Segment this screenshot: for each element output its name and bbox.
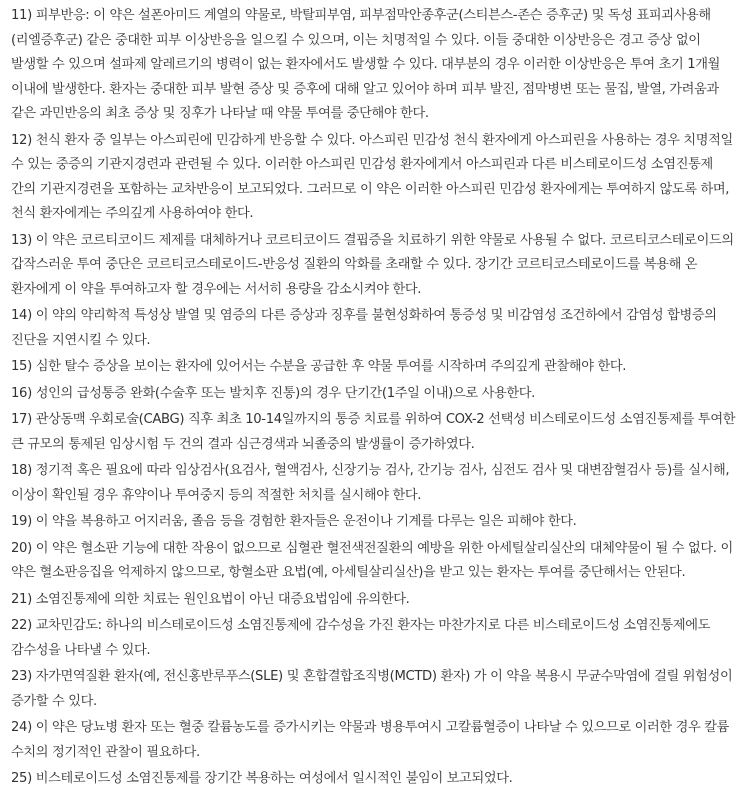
precaution-item-16: 16) 성인의 급성통증 완화(수술후 또는 발치후 진통)의 경우 단기간(1주일 이내)으로 사용한다. <box>11 385 535 401</box>
precaution-item-15: 15) 심한 탈수 증상을 보이는 환자에 있어서는 수분을 공급한 후 약물 투여를 시작하며 주의깊게 관찰해야 한다. <box>11 359 627 374</box>
precaution-item-19: 19) 이 약을 복용하고 어지러움, 졸음 등을 경험한 환자들은 운전이나 기계를 다루는 일은 피해야 한다. <box>11 514 577 529</box>
precaution-item-22: 22) 교차민감도: 하나의 비스테로이드성 소염진통제에 감수성을 가진 환자는 마찬가지로 다른 비스테로이드성 소염진통제에도 감수성을 나타낼 수 있다. <box>11 618 711 658</box>
precaution-item-21: 21) 소염진통제에 의한 치료는 원인요법이 아닌 대증요법임에 유의한다. <box>11 591 410 607</box>
precaution-item-18: 18) 정기적 혹은 필요에 따라 임상검사(요검사, 혈액검사, 신장기능 검사, 간기능 검사, 심전도 검사 및 대변잠혈검사 등)를 실시해, 이상이 확인될 경우 휴약이나 투여중지 등의 적절한 처치를 실시해야 한다. <box>11 463 730 503</box>
precaution-item-17: 17) 관상동맥 우회로술(CABG) 직후 최초 10-14일까지의 통증 치료를 위하여 COX-2 선택성 비스테로이드성 소염진통제를 투여한 큰 규모의 통제된 임상시험 두 건의 결과 심근경색과 뇌졸중의 발생률이 증가하였다. <box>11 412 736 452</box>
precaution-item-24: 24) 이 약은 당뇨병 환자 또는 혈중 칼륨농도를 증가시키는 약물과 병용투여시 고칼륨혈증이 나타날 수 있으므로 이러한 경우 칼륨 수치의 정기적인 관찰이 필요하다. <box>11 720 730 760</box>
precaution-item-13: 13) 이 약은 코르티코이드 제제를 대체하거나 코르티코이드 결핍증을 치료하기 위한 약물로 사용될 수 없다. 코르티코스테로이드의 갑작스러운 투여 중단은 코르티코스테로이드-반응성 질환의 악화를 초래할 수 있다. 장기간 코르티코스테로이드를 복용해 온 환자에게 이 약을 투여하고자 할 경우에는 서서히 용량을 감소시켜야 한다. <box>11 232 734 297</box>
precaution-item-20: 20) 이 약은 혈소판 기능에 대한 작용이 없으므로 심혈관 혈전색전질환의 예방을 위한 아세틸살리실산의 대체약물이 될 수 없다. 이 약은 혈소판응집을 억제하지 않으므로, 항혈소판 요법(예, 아세틸살리실산)을 받고 있는 환자는 투여를 중단해서는 안된다. <box>11 540 733 580</box>
precaution-item-11: 11) 피부반응: 이 약은 설폰아미드 계열의 약물로, 박탈피부염, 피부점막안종후군(스티븐스-존슨 증후군) 및 독성 표피괴사용해(리엘증후군) 같은 중대한 피부 이상반응을 일으킬 수 있으며, 이는 치명적일 수 있다. 이들 중대한 이상반응은 경고 증상 없이 발생할 수 있으며 설파제 알레르기의 병력이 없는 환자에서도 발생할 수 있다. 대부분의 경우 이러한 이상반응은 투여 초기 1개월 이내에 발생한다. 환자는 중대한 피부 발현 증상 및 증후에 대해 알고 있어야 하며 피부 발진, 점막병변 또는 물집, 발열, 가려움과 같은 과민반응의 최초 증상 및 징후가 나타날 때 약물 투여를 중단해야 한다. <box>11 8 721 121</box>
precaution-item-14: 14) 이 약의 약리학적 특성상 발열 및 염증의 다른 증상과 징후를 불현성화하여 통증성 및 비감염성 조건하에서 감염성 합병증의 진단을 지연시킬 수 있다. <box>11 308 717 348</box>
precaution-item-25: 25) 비스테로이드성 소염진통제를 장기간 복용하는 여성에서 일시적인 불임이 보고되었다. <box>11 771 513 786</box>
precaution-item-12: 12) 천식 환자 중 일부는 아스피린에 민감하게 반응할 수 있다. 아스피린 민감성 천식 환자에게 아스피린을 사용하는 경우 치명적일 수 있는 중증의 기관지경련과 관련될 수 있다. 이러한 아스피린 민감성 환자에게서 아스피린과 다른 비스테로이드성 소염진통제 간의 기관지경련을 포함하는 교차반응이 보고되었다. 그러므로 이 약은 이러한 아스피린 민감성 환자에게는 투여하지 않도록 하며, 천식 환자에게는 주의깊게 사용하여야 한다. <box>11 132 733 221</box>
precaution-item-23: 23) 자가면역질환 환자(예, 전신홍반루푸스(SLE) 및 혼합결합조직병(MCTD) 환자) 가 이 약을 복용시 무균수막염에 걸릴 위험성이 증가할 수 있다. <box>11 669 733 709</box>
